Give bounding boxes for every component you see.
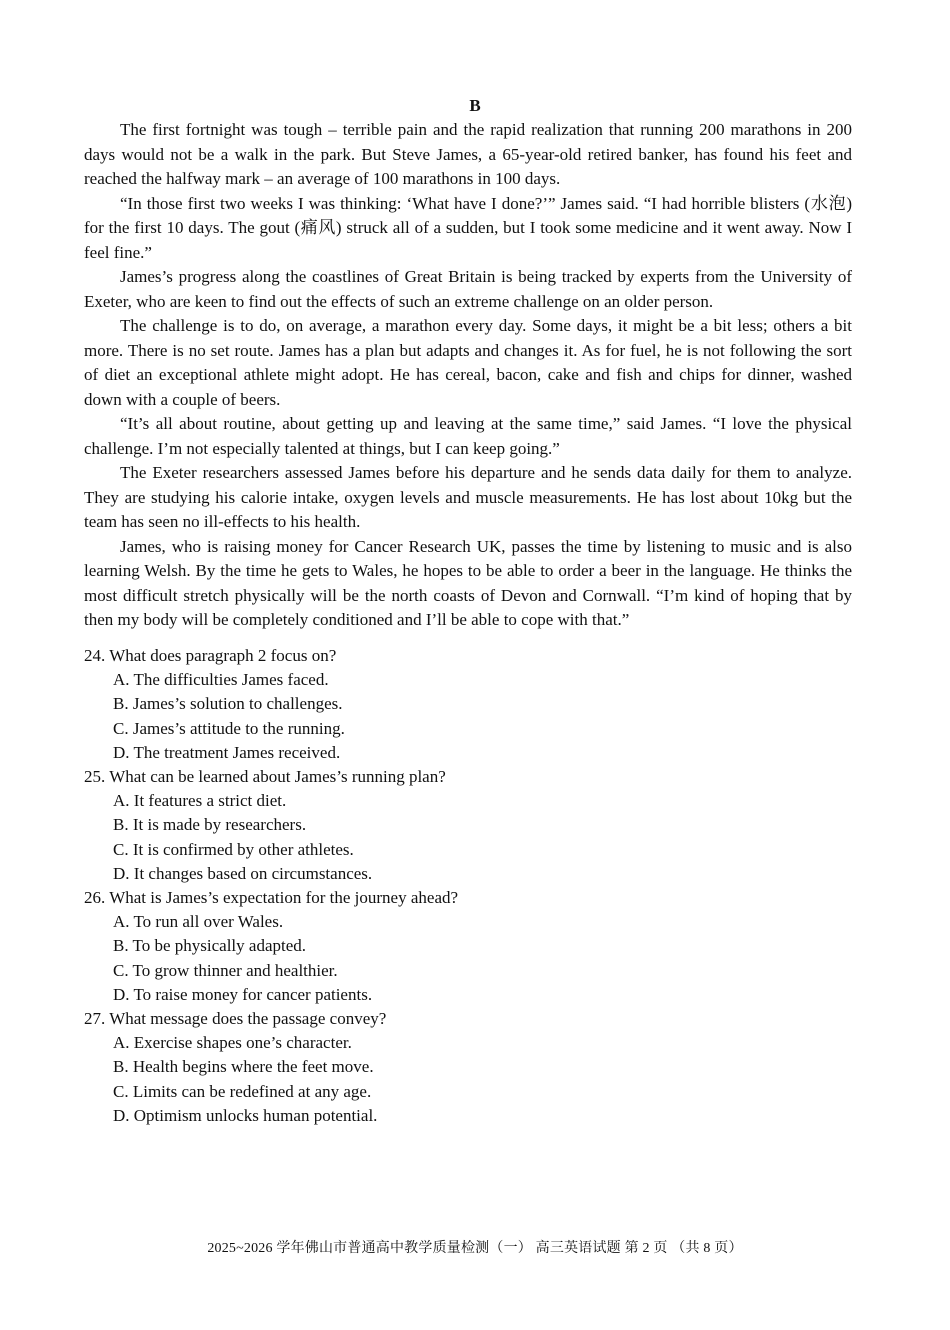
- option-list: [84, 910, 852, 1007]
- option-list: [84, 789, 852, 886]
- option-c: C. It is confirmed by other athletes.: [113, 839, 354, 859]
- option-b: B. James’s solution to challenges.: [113, 694, 343, 714]
- question-26: [84, 886, 852, 1007]
- question-stem: 27. What message does the passage convey?: [84, 1009, 387, 1029]
- question-27: [84, 1007, 852, 1128]
- option-a: A. Exercise shapes one’s character.: [113, 1033, 352, 1053]
- option-a: A. It features a strict diet.: [113, 791, 287, 811]
- option-list: [84, 668, 852, 765]
- page-footer: 2025~2026 学年佛山市普通高中教学质量检测（一） 高三英语试题 第 2 页 （共 8 页）: [207, 1241, 743, 1256]
- option-list: [84, 1031, 852, 1128]
- passage-paragraph-1: The first fortnight was tough – terrible pain and the rapid realization that running 200 marathons in 200 days would not be a walk in the park. But Steve James, a 65-year-old retired banker, has found his feet and reached the halfway mark – an average of 100 marathons in 100 days.: [84, 120, 852, 188]
- option-d: D. The treatment James received.: [113, 742, 341, 762]
- option-d: D. Optimism unlocks human potential.: [113, 1105, 378, 1125]
- question-stem: 25. What can be learned about James’s running plan?: [84, 767, 446, 787]
- option-a: A. The difficulties James faced.: [113, 670, 329, 690]
- option-b: B. Health begins where the feet move.: [113, 1057, 374, 1077]
- option-c: C. To grow thinner and healthier.: [113, 960, 338, 980]
- option-d: D. To raise money for cancer patients.: [113, 984, 373, 1004]
- option-c: C. Limits can be redefined at any age.: [113, 1081, 372, 1101]
- passage-paragraph-2: “In those first two weeks I was thinking: ‘What have I done?’” James said. “I had horrible blisters (水泡) for the first 10 days. The gout (痛风) struck all of a sudden, but I took some medicine and it went away. Now I feel fine.”: [84, 193, 852, 262]
- question-stem: 24. What does paragraph 2 focus on?: [84, 646, 337, 665]
- option-b: B. It is made by researchers.: [113, 815, 307, 835]
- reading-passage: [84, 118, 852, 633]
- question-list: [84, 644, 852, 1128]
- passage-paragraph-3: James’s progress along the coastlines of Great Britain is being tracked by experts from the University of Exeter, who are keen to find out the effects of such an extreme challenge on an older person.: [84, 267, 852, 311]
- question-24: [84, 644, 852, 765]
- option-a: A. To run all over Wales.: [113, 912, 284, 932]
- question-stem: 26. What is James’s expectation for the journey ahead?: [84, 888, 459, 908]
- passage-paragraph-6: The Exeter researchers assessed James before his departure and he sends data daily for them to analyze. They are studying his calorie intake, oxygen levels and muscle measurements. He has lost about 10kg but the team has seen no ill-effects to his health.: [84, 463, 852, 531]
- passage-paragraph-4: The challenge is to do, on average, a marathon every day. Some days, it might be a bit less; others a bit more. There is no set route. James has a plan but adapts and changes it. As for fuel, he is not following the sort of diet an exceptional athlete might adopt. He has cereal, bacon, cake and fish and chips for dinner, washed down with a couple of beers.: [84, 316, 852, 409]
- passage-paragraph-7: James, who is raising money for Cancer Research UK, passes the time by listening to music and is also learning Welsh. By the time he gets to Wales, he hopes to be able to order a beer in the language. He thinks the most difficult stretch physically will be the north coasts of Devon and Cornwall. “I’m kind of hoping that by then my body will be completely conditioned and I’ll be able to cope with that.”: [84, 536, 852, 629]
- option-b: B. To be physically adapted.: [113, 936, 307, 956]
- passage-paragraph-5: “It’s all about routine, about getting up and leaving at the same time,” said James. “I love the physical challenge. I’m not especially talented at things, but I can keep going.”: [84, 414, 852, 458]
- section-letter: B: [469, 96, 481, 115]
- option-c: C. James’s attitude to the running.: [113, 718, 345, 738]
- question-25: [84, 765, 852, 886]
- option-d: D. It changes based on circumstances.: [113, 863, 373, 883]
